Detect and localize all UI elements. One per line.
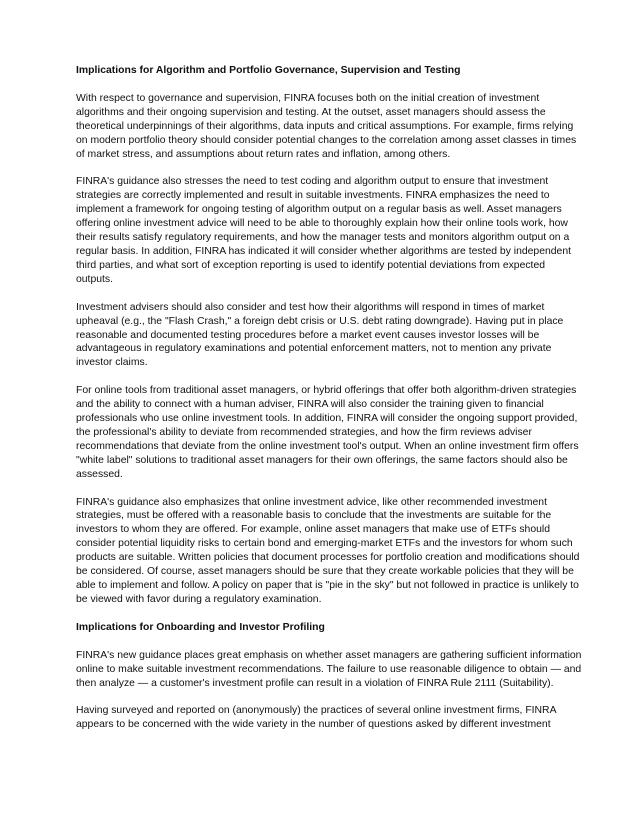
paragraph-suitability-basis: FINRA's guidance also emphasizes that online investment advice, like other recommended investment strategies, must be offered with a reasonable basis to conclude that the investments are suitable for the investors to whom they are offered. For example, online asset managers that make use of ETFs should consider potential liquidity risks to certain bond and emerging-market ETFs and the investors for whom such products are suitable. Written policies that document processes for portfolio creation and modifications should be considered. Of course, asset managers should be sure that they create workable policies that they will be able to implement and follow. A policy on paper that is "pie in the sky" but not followed in practice is unlikely to be viewed with favor during a regulatory examination. bbox=[76, 496, 580, 605]
paragraph-governance-supervision: With respect to governance and supervision, FINRA focuses both on the initial creation of investment algorithms and their ongoing supervision and testing. At the outset, asset managers should assess the theoretical underpinnings of their algorithms, data inputs and critical assumptions. For example, firms relying on modern portfolio theory should consider potential changes to the correlation among asset classes in times of market stress, and assumptions about return rates and inflation, among others. bbox=[76, 92, 577, 160]
paragraph-survey-practices: Having surveyed and reported on (anonymously) the practices of several online investment firms, FINRA appears to be concerned with the wide variety in the number of questions asked by different investment bbox=[76, 705, 556, 731]
document-page bbox=[76, 64, 584, 746]
paragraph-testing-guidance: FINRA's guidance also stresses the need to test coding and algorithm output to ensure that investment strategies are correctly implemented and result in suitable investments. FINRA emphasizes the need to implement a framework for ongoing testing of algorithm output on a regular basis as well. Asset managers offering online investment advice will need to be able to thoroughly explain how their online tools work, how their results satisfy regulatory requirements, and how the manager tests and monitors algorithm output on a regular basis. In addition, FINRA has indicated it will consider whether algorithms are tested by independent third parties, and what sort of exception reporting is used to identify potential deviations from expected outputs. bbox=[76, 176, 571, 285]
paragraph-hybrid-offerings: For online tools from traditional asset managers, or hybrid offerings that offer both algorithm-driven strategies and the ability to connect with a human adviser, FINRA will also consider the training given to financial professionals who use online investment tools. In addition, FINRA will consider the ongoing support provided, the professional's ability to deviate from recommended strategies, and how the firm reviews adviser recommendations that deviate from the online investment tool's output. When an online investment firm offers "white label" solutions to traditional asset managers for their own offerings, the same factors should also be assessed. bbox=[76, 385, 579, 480]
paragraph-onboarding-guidance: FINRA's new guidance places great emphasis on whether asset managers are gathering sufficient information online to make suitable investment recommendations. The failure to use reasonable diligence to obtain — and then analyze — a customer's investment profile can result in a violation of FINRA Rule 2111 (Suitability). bbox=[76, 649, 582, 689]
paragraph-market-upheaval: Investment advisers should also consider and test how their algorithms will respond in times of market upheaval (e.g., the "Flash Crash," a foreign debt crisis or U.S. debt rating downgrade). Having put in place reasonable and documented testing procedures before a market event causes investor losses will be advantageous in regulatory examinations and potential enforcement matters, not to mention any private investor claims. bbox=[76, 301, 564, 369]
section-heading-governance: Implications for Algorithm and Portfolio Governance, Supervision and Testing bbox=[76, 65, 461, 76]
section-heading-onboarding: Implications for Onboarding and Investor Profiling bbox=[76, 621, 325, 633]
